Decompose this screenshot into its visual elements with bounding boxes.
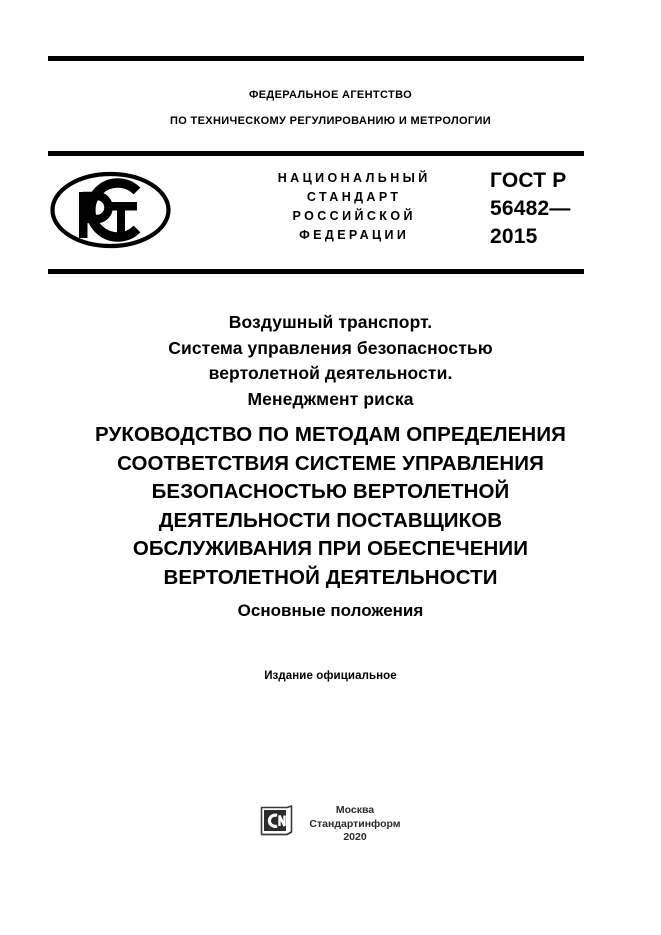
gost-designation-line-2: 56482— (490, 197, 571, 220)
gost-designation (490, 167, 640, 251)
national-standard-line-3: РОССИЙСКОЙ (292, 209, 416, 223)
main-title-line-4: ДЕЯТЕЛЬНОСТИ ПОСТАВЩИКОВ (158, 508, 503, 532)
publisher-text (309, 802, 400, 845)
publisher-name: Стандартинформ (309, 817, 401, 830)
page-subtitle: Основные положения (237, 601, 424, 620)
gost-designation-line-1: ГОСТ Р (490, 169, 567, 192)
publisher-imprint (0, 802, 661, 845)
main-title-line-2: СООТВЕТСТВИЯ СИСТЕМЕ УПРАВЛЕНИЯ (117, 451, 544, 475)
main-title-line-5: ОБСЛУЖИВАНИЯ ПРИ ОБЕСПЕЧЕНИИ (132, 537, 529, 560)
national-standard-line-4: ФЕДЕРАЦИИ (299, 228, 410, 242)
subject-heading (0, 310, 661, 412)
main-title-line-6: ВЕРТОЛЕТНОЙ ДЕЯТЕЛЬНОСТИ (163, 565, 498, 589)
header-rule-bottom (48, 269, 584, 274)
federal-agency-line-2: ПО ТЕХНИЧЕСКОМУ РЕГУЛИРОВАНИЮ И МЕТРОЛОГИИ (169, 115, 492, 127)
standard-identification-band (48, 156, 584, 269)
standartinform-logo-icon (260, 805, 296, 839)
title-block (0, 310, 661, 623)
subject-line-1: Воздушный транспорт. (228, 312, 433, 332)
federal-agency-line-1: ФЕДЕРАЛЬНОЕ АГЕНТСТВО (248, 89, 412, 101)
publisher-city: Москва (335, 804, 375, 816)
national-standard-title (234, 169, 471, 245)
official-edition-note: Издание официальное (264, 670, 397, 682)
subject-line-2: Система управления безопасностью (168, 337, 493, 358)
national-standard-line-2: СТАНДАРТ (306, 190, 402, 204)
main-title-line-3: БЕЗОПАСНОСТЬЮ ВЕРТОЛЕТНОЙ (151, 480, 510, 503)
subject-line-3: вертолетной деятельности. (208, 363, 453, 383)
gost-designation-line-3: 2015 (490, 225, 538, 248)
main-title-line-1: РУКОВОДСТВО ПО МЕТОДАМ ОПРЕДЕЛЕНИЯ (95, 423, 566, 446)
page-title (0, 421, 661, 592)
subject-line-4: Менеджмент риска (247, 388, 414, 409)
rosstandart-rst-emblem-icon (49, 170, 172, 250)
header-rule-top (48, 56, 584, 61)
national-standard-line-1: НАЦИОНАЛЬНЫЙ (277, 171, 431, 185)
publisher-year: 2020 (343, 831, 367, 843)
